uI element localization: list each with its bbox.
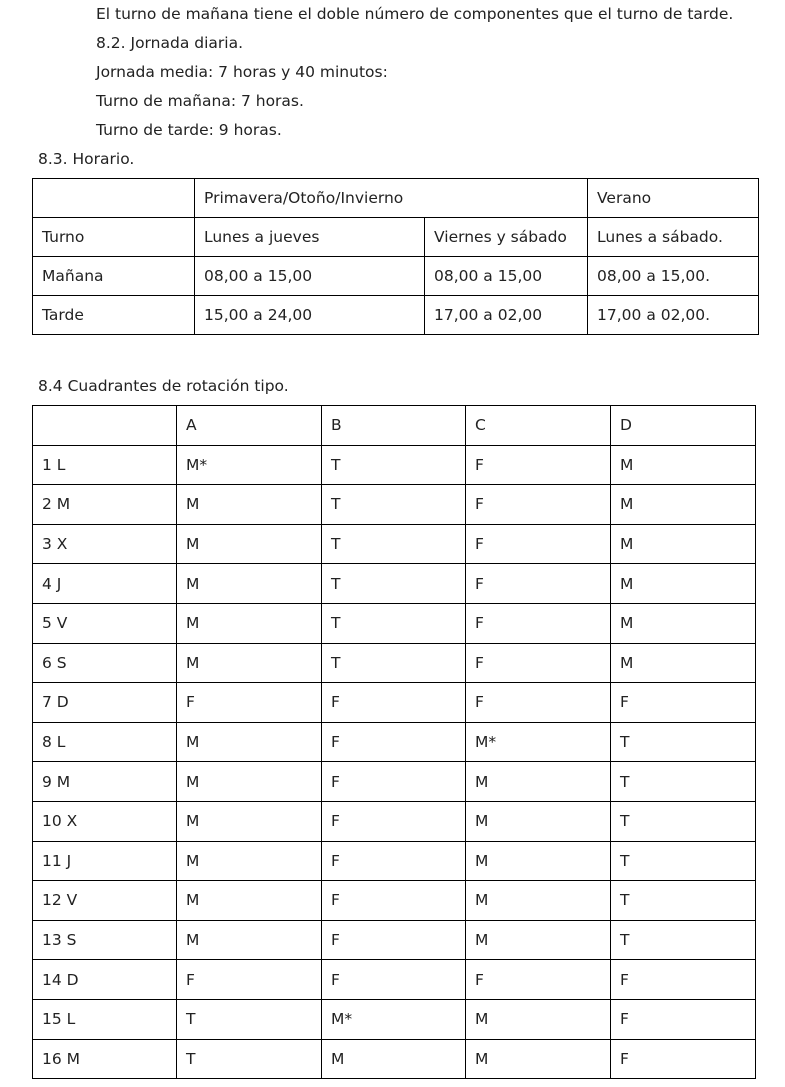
section-heading-8-3: 8.3. Horario.	[38, 150, 135, 168]
table-cell: M	[611, 603, 756, 643]
table-cell: T	[322, 603, 466, 643]
table-cell: T	[322, 445, 466, 485]
table-row	[33, 445, 756, 485]
table-header-row	[33, 406, 756, 446]
table-cell: F	[611, 683, 756, 723]
table-cell: M	[177, 762, 322, 802]
table-cell: F	[322, 762, 466, 802]
table-cell: M	[611, 445, 756, 485]
paragraph-average-workday: Jornada media: 7 horas y 40 minutos:	[96, 63, 388, 81]
table-cell: F	[322, 683, 466, 723]
section-heading-8-4: 8.4 Cuadrantes de rotación tipo.	[38, 377, 289, 395]
table-cell: 15,00 a 24,00	[195, 296, 425, 335]
table-row	[33, 564, 756, 604]
table-row	[33, 999, 756, 1039]
table-row	[33, 920, 756, 960]
table-cell: 9 M	[33, 762, 177, 802]
table-cell: T	[611, 801, 756, 841]
table-cell: 1 L	[33, 445, 177, 485]
table-cell: M	[322, 1039, 466, 1079]
table-cell: 16 M	[33, 1039, 177, 1079]
table-row	[33, 603, 756, 643]
table-cell: F	[611, 960, 756, 1000]
table-row	[33, 524, 756, 564]
table-cell: M	[177, 722, 322, 762]
table-cell: 08,00 a 15,00	[195, 257, 425, 296]
table-cell: F	[466, 485, 611, 525]
table-header-cell: Turno	[33, 218, 195, 257]
table-cell: M	[177, 524, 322, 564]
table-cell: F	[466, 524, 611, 564]
table-cell: 14 D	[33, 960, 177, 1000]
table-cell: 13 S	[33, 920, 177, 960]
table-row	[33, 485, 756, 525]
table-cell: F	[322, 801, 466, 841]
table-cell: 2 M	[33, 485, 177, 525]
table-cell: 08,00 a 15,00	[425, 257, 588, 296]
table-cell: M	[177, 841, 322, 881]
table-cell: M	[177, 801, 322, 841]
table-row	[33, 960, 756, 1000]
table-cell: 6 S	[33, 643, 177, 683]
table-cell: M	[177, 485, 322, 525]
table-cell	[33, 179, 195, 218]
table-cell: T	[611, 841, 756, 881]
table-header-cell: A	[177, 406, 322, 446]
table-cell: M	[466, 1039, 611, 1079]
table-cell: Tarde	[33, 296, 195, 335]
table-cell: T	[322, 524, 466, 564]
rotation-table	[32, 405, 756, 1079]
table-cell: F	[466, 683, 611, 723]
table-cell: M	[611, 564, 756, 604]
table-subheader-row	[33, 218, 759, 257]
table-row	[33, 1039, 756, 1079]
table-cell: M	[466, 801, 611, 841]
table-row	[33, 683, 756, 723]
table-cell: M	[177, 643, 322, 683]
table-cell: M	[466, 762, 611, 802]
table-cell: 7 D	[33, 683, 177, 723]
table-cell: M	[177, 603, 322, 643]
table-cell: T	[611, 722, 756, 762]
table-cell: M	[466, 920, 611, 960]
table-cell: F	[177, 960, 322, 1000]
table-cell: F	[466, 564, 611, 604]
table-cell: F	[466, 603, 611, 643]
table-row	[33, 881, 756, 921]
table-cell: T	[611, 881, 756, 921]
table-header-cell	[33, 406, 177, 446]
table-header-cell: B	[322, 406, 466, 446]
table-row	[33, 762, 756, 802]
schedule-table	[32, 178, 759, 335]
table-row	[33, 257, 759, 296]
table-cell: F	[466, 643, 611, 683]
table-cell: M	[466, 881, 611, 921]
table-cell: T	[177, 1039, 322, 1079]
table-cell: 3 X	[33, 524, 177, 564]
table-cell: M	[177, 564, 322, 604]
table-header-cell: C	[466, 406, 611, 446]
table-header-cell: Lunes a jueves	[195, 218, 425, 257]
season-header-summer: Verano	[588, 179, 759, 218]
table-cell: M*	[322, 999, 466, 1039]
table-row	[33, 841, 756, 881]
table-cell: F	[611, 1039, 756, 1079]
table-row	[33, 801, 756, 841]
table-cell: M	[177, 920, 322, 960]
table-cell: Mañana	[33, 257, 195, 296]
paragraph-afternoon-shift: Turno de tarde: 9 horas.	[96, 121, 282, 139]
table-cell: M	[611, 524, 756, 564]
table-row	[33, 643, 756, 683]
table-row	[33, 296, 759, 335]
table-cell: 11 J	[33, 841, 177, 881]
table-cell: F	[466, 445, 611, 485]
table-header-cell: Lunes a sábado.	[588, 218, 759, 257]
table-header-cell: Viernes y sábado	[425, 218, 588, 257]
table-cell: 12 V	[33, 881, 177, 921]
table-row	[33, 722, 756, 762]
table-cell: T	[177, 999, 322, 1039]
table-cell: F	[177, 683, 322, 723]
table-cell: 8 L	[33, 722, 177, 762]
table-cell: F	[611, 999, 756, 1039]
table-cell: F	[322, 722, 466, 762]
table-cell: 08,00 a 15,00.	[588, 257, 759, 296]
table-cell: M	[611, 643, 756, 683]
table-cell: 5 V	[33, 603, 177, 643]
table-cell: F	[322, 841, 466, 881]
paragraph-morning-shift: Turno de mañana: 7 horas.	[96, 92, 304, 110]
table-cell: 17,00 a 02,00	[425, 296, 588, 335]
table-cell: M	[611, 485, 756, 525]
table-cell: F	[322, 920, 466, 960]
table-cell: M*	[177, 445, 322, 485]
table-cell: 17,00 a 02,00.	[588, 296, 759, 335]
table-cell: T	[322, 564, 466, 604]
table-cell: T	[611, 762, 756, 802]
table-cell: M	[177, 881, 322, 921]
table-cell: T	[611, 920, 756, 960]
table-cell: M	[466, 841, 611, 881]
table-cell: T	[322, 485, 466, 525]
table-cell: 10 X	[33, 801, 177, 841]
section-heading-8-2: 8.2. Jornada diaria.	[96, 34, 243, 52]
season-header-spring-autumn-winter: Primavera/Otoño/Invierno	[195, 179, 588, 218]
table-cell: F	[322, 960, 466, 1000]
table-cell: 4 J	[33, 564, 177, 604]
table-header-cell: D	[611, 406, 756, 446]
table-cell: F	[466, 960, 611, 1000]
table-cell: T	[322, 643, 466, 683]
table-cell: F	[322, 881, 466, 921]
table-header-row	[33, 179, 759, 218]
table-cell: M*	[466, 722, 611, 762]
table-cell: 15 L	[33, 999, 177, 1039]
paragraph-shift-components: El turno de mañana tiene el doble número de componentes que el turno de tarde.	[96, 5, 734, 23]
table-cell: M	[466, 999, 611, 1039]
